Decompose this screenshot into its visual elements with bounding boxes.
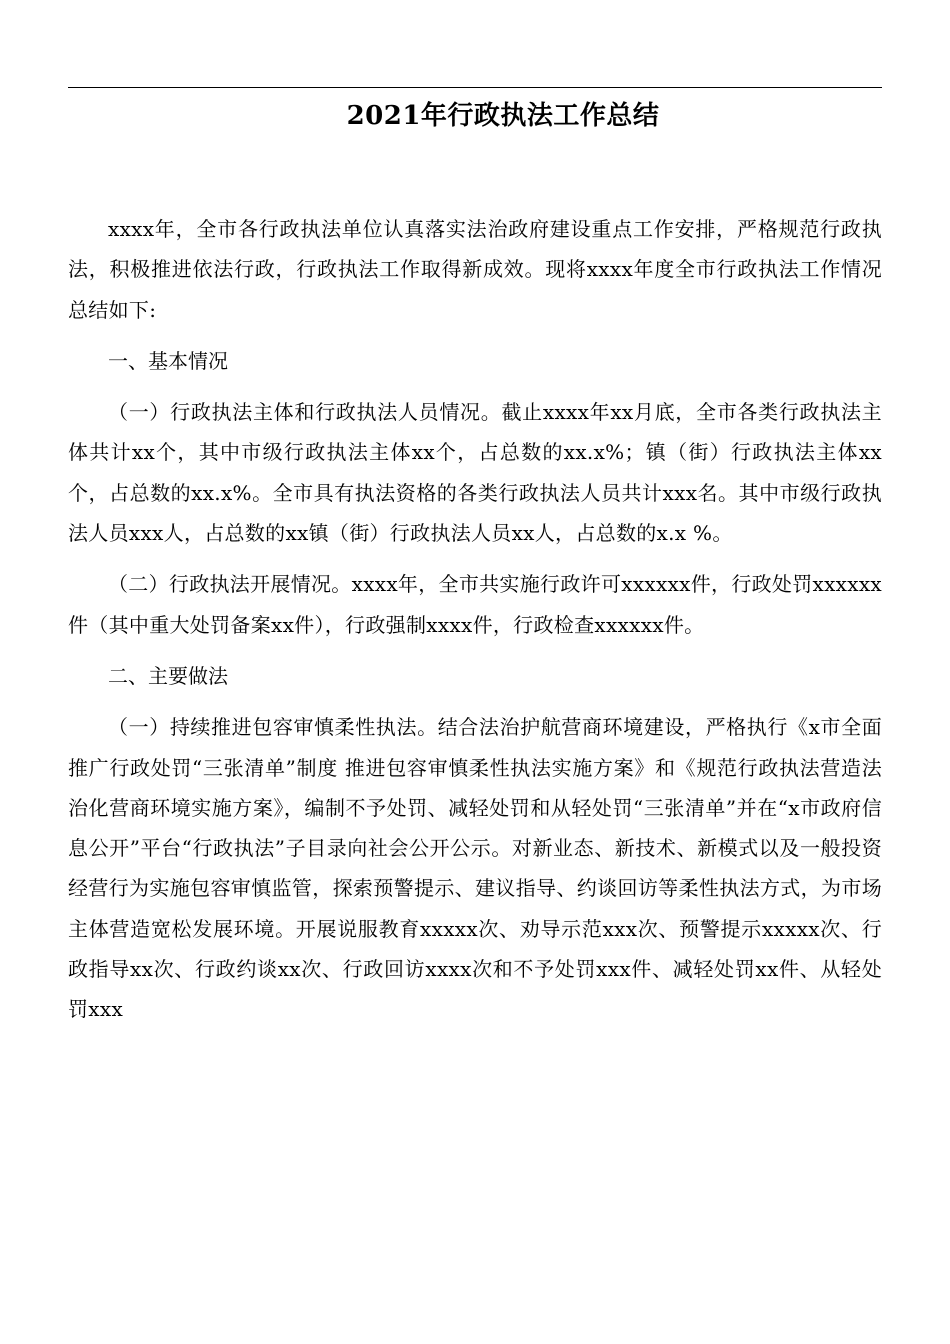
paragraph-flexible-enforcement: （一）持续推进包容审慎柔性执法。结合法治护航营商环境建设，严格执行《x市全面推广行政处罚“三张清单”制度 推进包容审慎柔性执法实施方案》和《规范行政执法营造法治化营商环境实施方案》，编制不予处罚、减轻处罚和从轻处罚“三张清单”并在“x市政府信息公开”平台“行政执法”子目录向社会公开公示。对新业态、新技术、新模式以及一般投资经营行为实施包容审慎监管，探索预警提示、建议指导、约谈回访等柔性执法方式，为市场主体营造宽松发展环境。开展说服教育xxxxx次、劝导示范xxx次、预警提示xxxxx次、行政指导xx次、行政约谈xx次、行政回访xxxx次和不予处罚xxx件、减轻处罚xx件、从轻处罚xxx xyxy=(68,715,882,1022)
paragraph-enforcement-subjects: （一）行政执法主体和行政执法人员情况。截止xxxx年xx月底，全市各类行政执法主体共计xx个，其中市级行政执法主体xx个，占总数的xx.x%；镇（街）行政执法主体xx个，占总数的xx.x%。全市具有执法资格的各类行政执法人员共计xxx名。其中市级行政执法人员xxx人，占总数的xx镇（街）行政执法人员xx人，占总数的x.x %。 xyxy=(68,400,882,546)
document-body xyxy=(68,209,882,1030)
section-heading-basic: 一、基本情况 xyxy=(108,348,228,373)
paragraph-enforcement-activities: （二）行政执法开展情况。xxxx年，全市共实施行政许可xxxxxx件，行政处罚xxxxxx件（其中重大处罚备案xx件），行政强制xxxx件，行政检查xxxxxx件。 xyxy=(68,572,882,637)
document-title: 2021年行政执法工作总结 xyxy=(346,101,660,131)
intro-paragraph: xxxx年，全市各行政执法单位认真落实法治政府建设重点工作安排，严格规范行政执法，积极推进依法行政，行政执法工作取得新成效。现将xxxx年度全市行政执法工作情况总结如下: xyxy=(68,217,882,322)
section-heading-practices: 二、主要做法 xyxy=(108,663,228,688)
header-rule xyxy=(68,87,882,88)
